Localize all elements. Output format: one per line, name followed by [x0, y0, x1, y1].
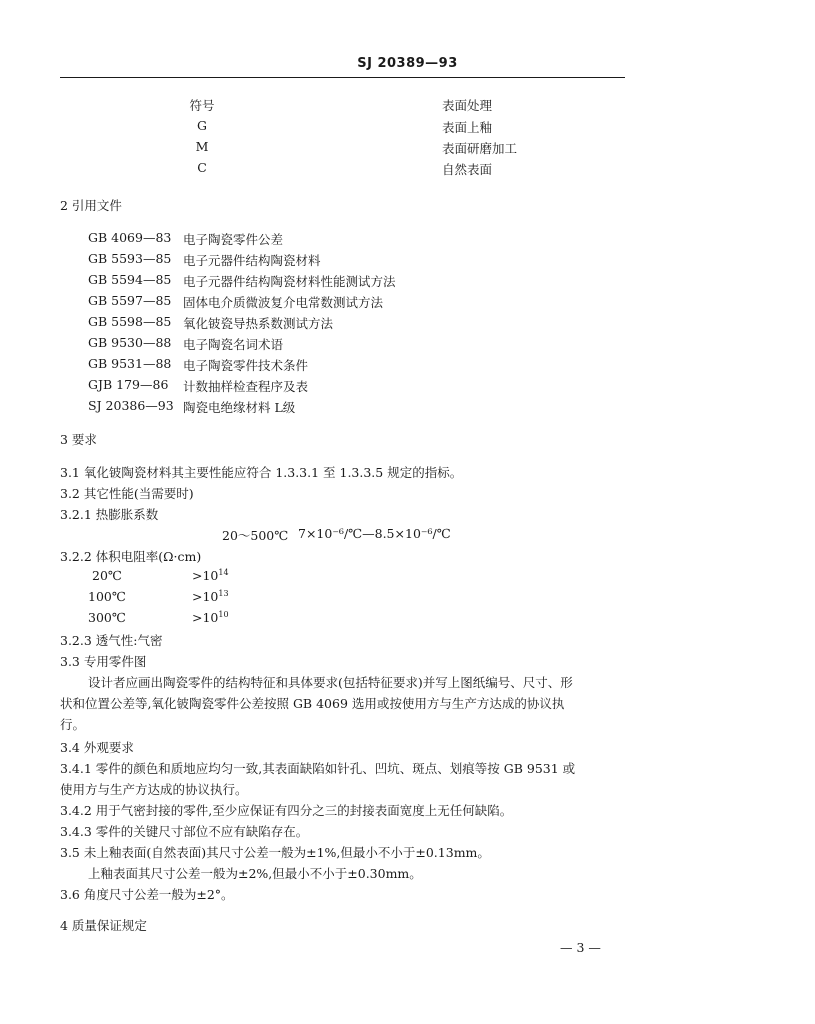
- symbol-cell: G: [197, 118, 207, 133]
- resistivity-temp: 100℃: [88, 589, 126, 604]
- ref-code: GB 4069—83: [88, 230, 172, 245]
- clause-3-4-2: 3.4.2 用于气密封接的零件,至少应保证有四分之三的封接表面宽度上无任何缺陷。: [60, 803, 513, 818]
- ref-title: 陶瓷电绝缘材料 L级: [183, 400, 296, 415]
- ref-title: 电子陶瓷零件技术条件: [183, 358, 309, 373]
- clause-3-5-cont: 上釉表面其尺寸公差一般为±2%,但最小不小于±0.30mm。: [88, 866, 422, 881]
- clause-3-2-2: 3.2.2 体积电阻率(Ω·cm): [60, 549, 202, 564]
- clause-3-4-1-cont: 使用方与生产方达成的协议执行。: [60, 782, 248, 797]
- symbol-col-header: 符号: [189, 98, 215, 113]
- treatment-col-header: 表面处理: [442, 98, 493, 113]
- ref-title: 计数抽样检查程序及表: [183, 379, 309, 394]
- clause-3-2-3: 3.2.3 透气性:气密: [60, 633, 163, 648]
- ref-title: 电子陶瓷名词术语: [183, 337, 284, 352]
- ref-code: SJ 20386—93: [88, 398, 174, 413]
- section-3-heading: 3 要求: [60, 432, 97, 447]
- ref-code: GB 5594—85: [88, 272, 172, 287]
- clause-3-4-1: 3.4.1 零件的颜色和质地应均匀一致,其表面缺陷如针孔、凹坑、斑点、划痕等按 GB 9531 或: [60, 761, 576, 776]
- resistivity-value: $>10^{10}$: [192, 609, 229, 625]
- page-number: — 3 —: [560, 940, 601, 955]
- ref-title: 电子元器件结构陶瓷材料性能测试方法: [183, 274, 396, 289]
- treatment-cell: 表面研磨加工: [442, 141, 518, 156]
- clause-3-6: 3.6 角度尺寸公差一般为±2°。: [60, 887, 234, 902]
- clause-3-3-text: 状和位置公差等,氧化铍陶瓷零件公差按照 GB 4069 选用或按使用方与生产方达成的协议执: [60, 696, 565, 711]
- clause-3-5: 3.5 未上釉表面(自然表面)其尺寸公差一般为±1%,但最小不小于±0.13mm。: [60, 845, 490, 860]
- ref-title: 电子陶瓷零件公差: [183, 232, 284, 247]
- symbol-cell: C: [197, 160, 207, 175]
- clause-3-2-1: 3.2.1 热膨胀系数: [60, 507, 159, 522]
- ref-code: GB 5597—85: [88, 293, 172, 308]
- section-2-heading: 2 引用文件: [60, 198, 122, 213]
- page-header: SJ 20389—93: [357, 56, 458, 71]
- ref-code: GJB 179—86: [88, 377, 169, 392]
- resistivity-value: $>10^{14}$: [192, 567, 229, 583]
- section-4-heading: 4 质量保证规定: [60, 918, 147, 933]
- ref-title: 电子元器件结构陶瓷材料: [183, 253, 321, 268]
- expansion-range: 20～500℃: [222, 528, 289, 543]
- ref-code: GB 5593—85: [88, 251, 172, 266]
- clause-3-3-text: 行。: [60, 717, 86, 732]
- ref-code: GB 9530—88: [88, 335, 172, 350]
- ref-title: 固体电介质微波复介电常数测试方法: [183, 295, 384, 310]
- resistivity-temp: 20℃: [92, 568, 122, 583]
- treatment-cell: 自然表面: [442, 162, 493, 177]
- ref-title: 氧化铍瓷导热系数测试方法: [183, 316, 334, 331]
- clause-3-2: 3.2 其它性能(当需要时): [60, 486, 194, 501]
- clause-3-3: 3.3 专用零件图: [60, 654, 147, 669]
- header-rule: [60, 77, 625, 78]
- expansion-value: 7×10⁻⁶/℃—8.5×10⁻⁶/℃: [298, 526, 451, 541]
- clause-3-3-text: 设计者应画出陶瓷零件的结构特征和具体要求(包括特征要求)并写上图纸编号、尺寸、形: [88, 675, 573, 690]
- clause-3-4: 3.4 外观要求: [60, 740, 134, 755]
- resistivity-temp: 300℃: [88, 610, 126, 625]
- ref-code: GB 5598—85: [88, 314, 172, 329]
- symbol-cell: M: [195, 139, 209, 154]
- ref-code: GB 9531—88: [88, 356, 172, 371]
- clause-3-4-3: 3.4.3 零件的关键尺寸部位不应有缺陷存在。: [60, 824, 309, 839]
- resistivity-value: $>10^{13}$: [192, 588, 229, 604]
- clause-3-1: 3.1 氧化铍陶瓷材料其主要性能应符合 1.3.3.1 至 1.3.3.5 规定的指标。: [60, 465, 463, 480]
- treatment-cell: 表面上釉: [442, 120, 493, 135]
